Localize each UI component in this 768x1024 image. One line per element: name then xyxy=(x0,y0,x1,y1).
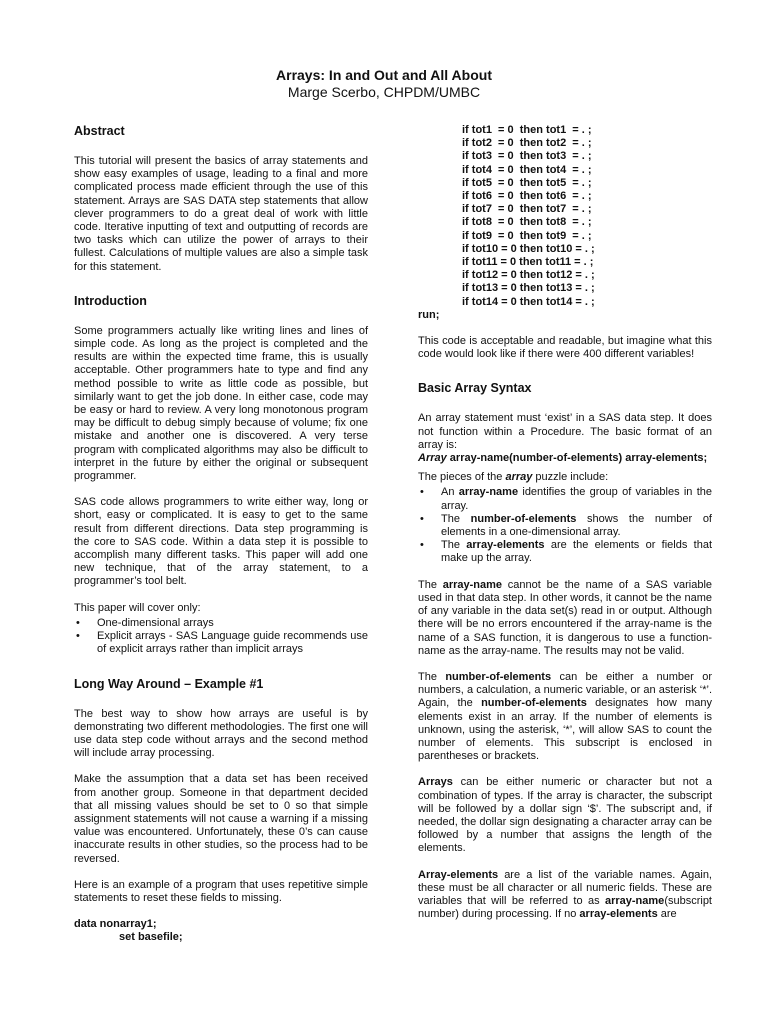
code-line: if tot12 = 0 then tot12 = . ; xyxy=(462,269,595,282)
syntax-intro: An array statement must ‘exist’ in a SAS data step. It does not function within a Procedure. The basic format of an array is: xyxy=(418,412,712,451)
long-way-paragraph-2: Make the assumption that a data set has been received from another group. Someone in that department decided that all missing values should be set to 0 so that simple assignment statements will not cause a warning if a missing value was encountered. Unfortunately, these 0’s can cause inaccurate results in other studies, so the process had to be reversed. xyxy=(74,773,368,865)
introduction-paragraph-1: Some programmers actually like writing lines and lines of simple code. As long as the project is completed and the results are within the expected time frame, this is usually acceptable. Other programmers hate to type and find any method possible to write as little code as possible, but similarly want to get the job done. In either case, code may be easy or hard to review. A very long monotonous program may be difficult to debug simply because of volume; fix one mistake and another one is discovered. A very terse program with complicated algorithms may also be difficult to interpret in the future by either the original or subsequent programmer. xyxy=(74,324,368,483)
introduction-heading: Introduction xyxy=(74,293,147,308)
introduction-paragraph-2: SAS code allows programmers to write either way, long or short, easy or complicated. It is easy to get to the same result from different directions. Data step programming is the core to SAS code. Within a data step it is possible to accomplish many different tasks. This paper will add one new technique, that of the array statement, to a programmer’s tool belt. xyxy=(74,496,368,588)
syntax-keyword: Array xyxy=(418,452,447,465)
list-item: • An array-name identifies the group of variables in the array. xyxy=(418,486,712,512)
list-item: • The array-elements are the elements or fields that make up the array. xyxy=(418,539,712,565)
arrays-paragraph: Arrays can be either numeric or character but not a combination of types. If the array is character, the subscript will be followed by a dollar sign ‘$’. The subscript and, if needed, the dollar sign designating a character array can be followed by a number that assigns the length of the elements. xyxy=(418,776,712,855)
code-line: if tot1 = 0 then tot1 = . ; xyxy=(462,124,592,136)
code-run-line: run; xyxy=(418,308,440,321)
array-name-paragraph: The array-name cannot be the name of a SAS variable used in that data step. In other words, it cannot be the name of any variable in the data set(s) read in or output. Although there will be no errors encountered if the array-name is the name of a SAS function, it is dangerous to use a function-name as the array-name. The results may not be valid. xyxy=(418,578,713,657)
pieces-list xyxy=(418,486,712,565)
syntax-heading: Basic Array Syntax xyxy=(418,381,532,396)
paper-title: Arrays: In and Out and All About xyxy=(276,67,492,83)
long-way-paragraph-3: Here is an example of a program that uses repetitive simple statements to reset these fields to missing. xyxy=(74,878,368,904)
cover-list xyxy=(74,617,368,657)
code-line: if tot5 = 0 then tot5 = . ; xyxy=(462,176,592,189)
code-line: if tot10 = 0 then tot10 = . ; xyxy=(462,242,595,255)
pieces-intro: The pieces of the array puzzle include: xyxy=(418,471,609,484)
number-of-elements-paragraph: The number-of-elements can be either a number or numbers, a calculation, a numeric variable, or an asterisk ‘*’. Again, the number-of-elements designates how many elements exist in an array. If the number of elements is unknown, using the asterisk, ‘*’, will allow SAS to count the number of elements. This subscript is enclosed in parentheses or brackets. xyxy=(418,670,713,763)
left-column xyxy=(74,124,368,945)
syntax-paragraph xyxy=(418,412,712,465)
cover-intro: This paper will cover only: xyxy=(74,601,201,614)
code-line: if tot14 = 0 then tot14 = . ; xyxy=(462,295,595,308)
array-elements-paragraph: Array-elements are a list of the variable names. Again, these must be all character or all numeric fields. These are variables that will be referred to as array-name(subscript number) during processing. If no array-elements are xyxy=(418,868,712,921)
code-line: if tot6 = 0 then tot6 = . ; xyxy=(462,190,592,203)
code-line: data nonarray1; xyxy=(74,918,157,931)
code-line: if tot3 = 0 then tot3 = . ; xyxy=(462,150,592,163)
code-line: if tot7 = 0 then tot7 = . ; xyxy=(462,203,592,216)
code-line: set basefile; xyxy=(119,931,183,944)
code-line: if tot2 = 0 then tot2 = . ; xyxy=(462,137,592,150)
pieces-keyword: array xyxy=(505,471,533,484)
code-line: if tot9 = 0 then tot9 = . ; xyxy=(462,229,592,242)
syntax-format: array-name(number-of-elements) array-elements; xyxy=(446,452,708,465)
code-line: if tot4 = 0 then tot4 = . ; xyxy=(462,163,592,176)
long-way-paragraph-1: The best way to show how arrays are useful is by demonstrating two different methodologies. The first one will use data step code without arrays and the second method will include array processing. xyxy=(74,707,368,760)
list-item: • The number-of-elements shows the number of elements in a one-dimensional array. xyxy=(418,513,712,539)
abstract-heading: Abstract xyxy=(74,124,125,138)
paper-author: Marge Scerbo, CHPDM/UMBC xyxy=(287,84,481,100)
list-item: • Explicit arrays - SAS Language guide recommends use of explicit arrays rather than implicit arrays xyxy=(74,630,368,656)
after-code-paragraph: This code is acceptable and readable, but imagine what this code would look like if there were 400 different variables! xyxy=(418,335,712,361)
title-block xyxy=(0,66,768,101)
code-line: if tot11 = 0 then tot11 = . ; xyxy=(462,256,594,269)
list-item: • One-dimensional arrays xyxy=(74,617,368,630)
code-line: if tot8 = 0 then tot8 = . ; xyxy=(462,216,592,229)
code-block xyxy=(418,124,712,309)
code-line: if tot13 = 0 then tot13 = . ; xyxy=(462,282,595,295)
right-column xyxy=(418,124,712,934)
abstract-text: This tutorial will present the basics of array statements and show easy examples of usage, leading to a final and more complicated process made efficient through the use of this statement. Arrays are SAS DATA step statements that allow clever programmers to do a great deal of work with little code. Iterative inputting of text and outputting of records are two tasks which can utilize the power of arrays to their fullest. Calculations of multiple values are also a simple task for this statement. xyxy=(74,155,368,273)
long-way-heading: Long Way Around – Example #1 xyxy=(74,676,264,691)
